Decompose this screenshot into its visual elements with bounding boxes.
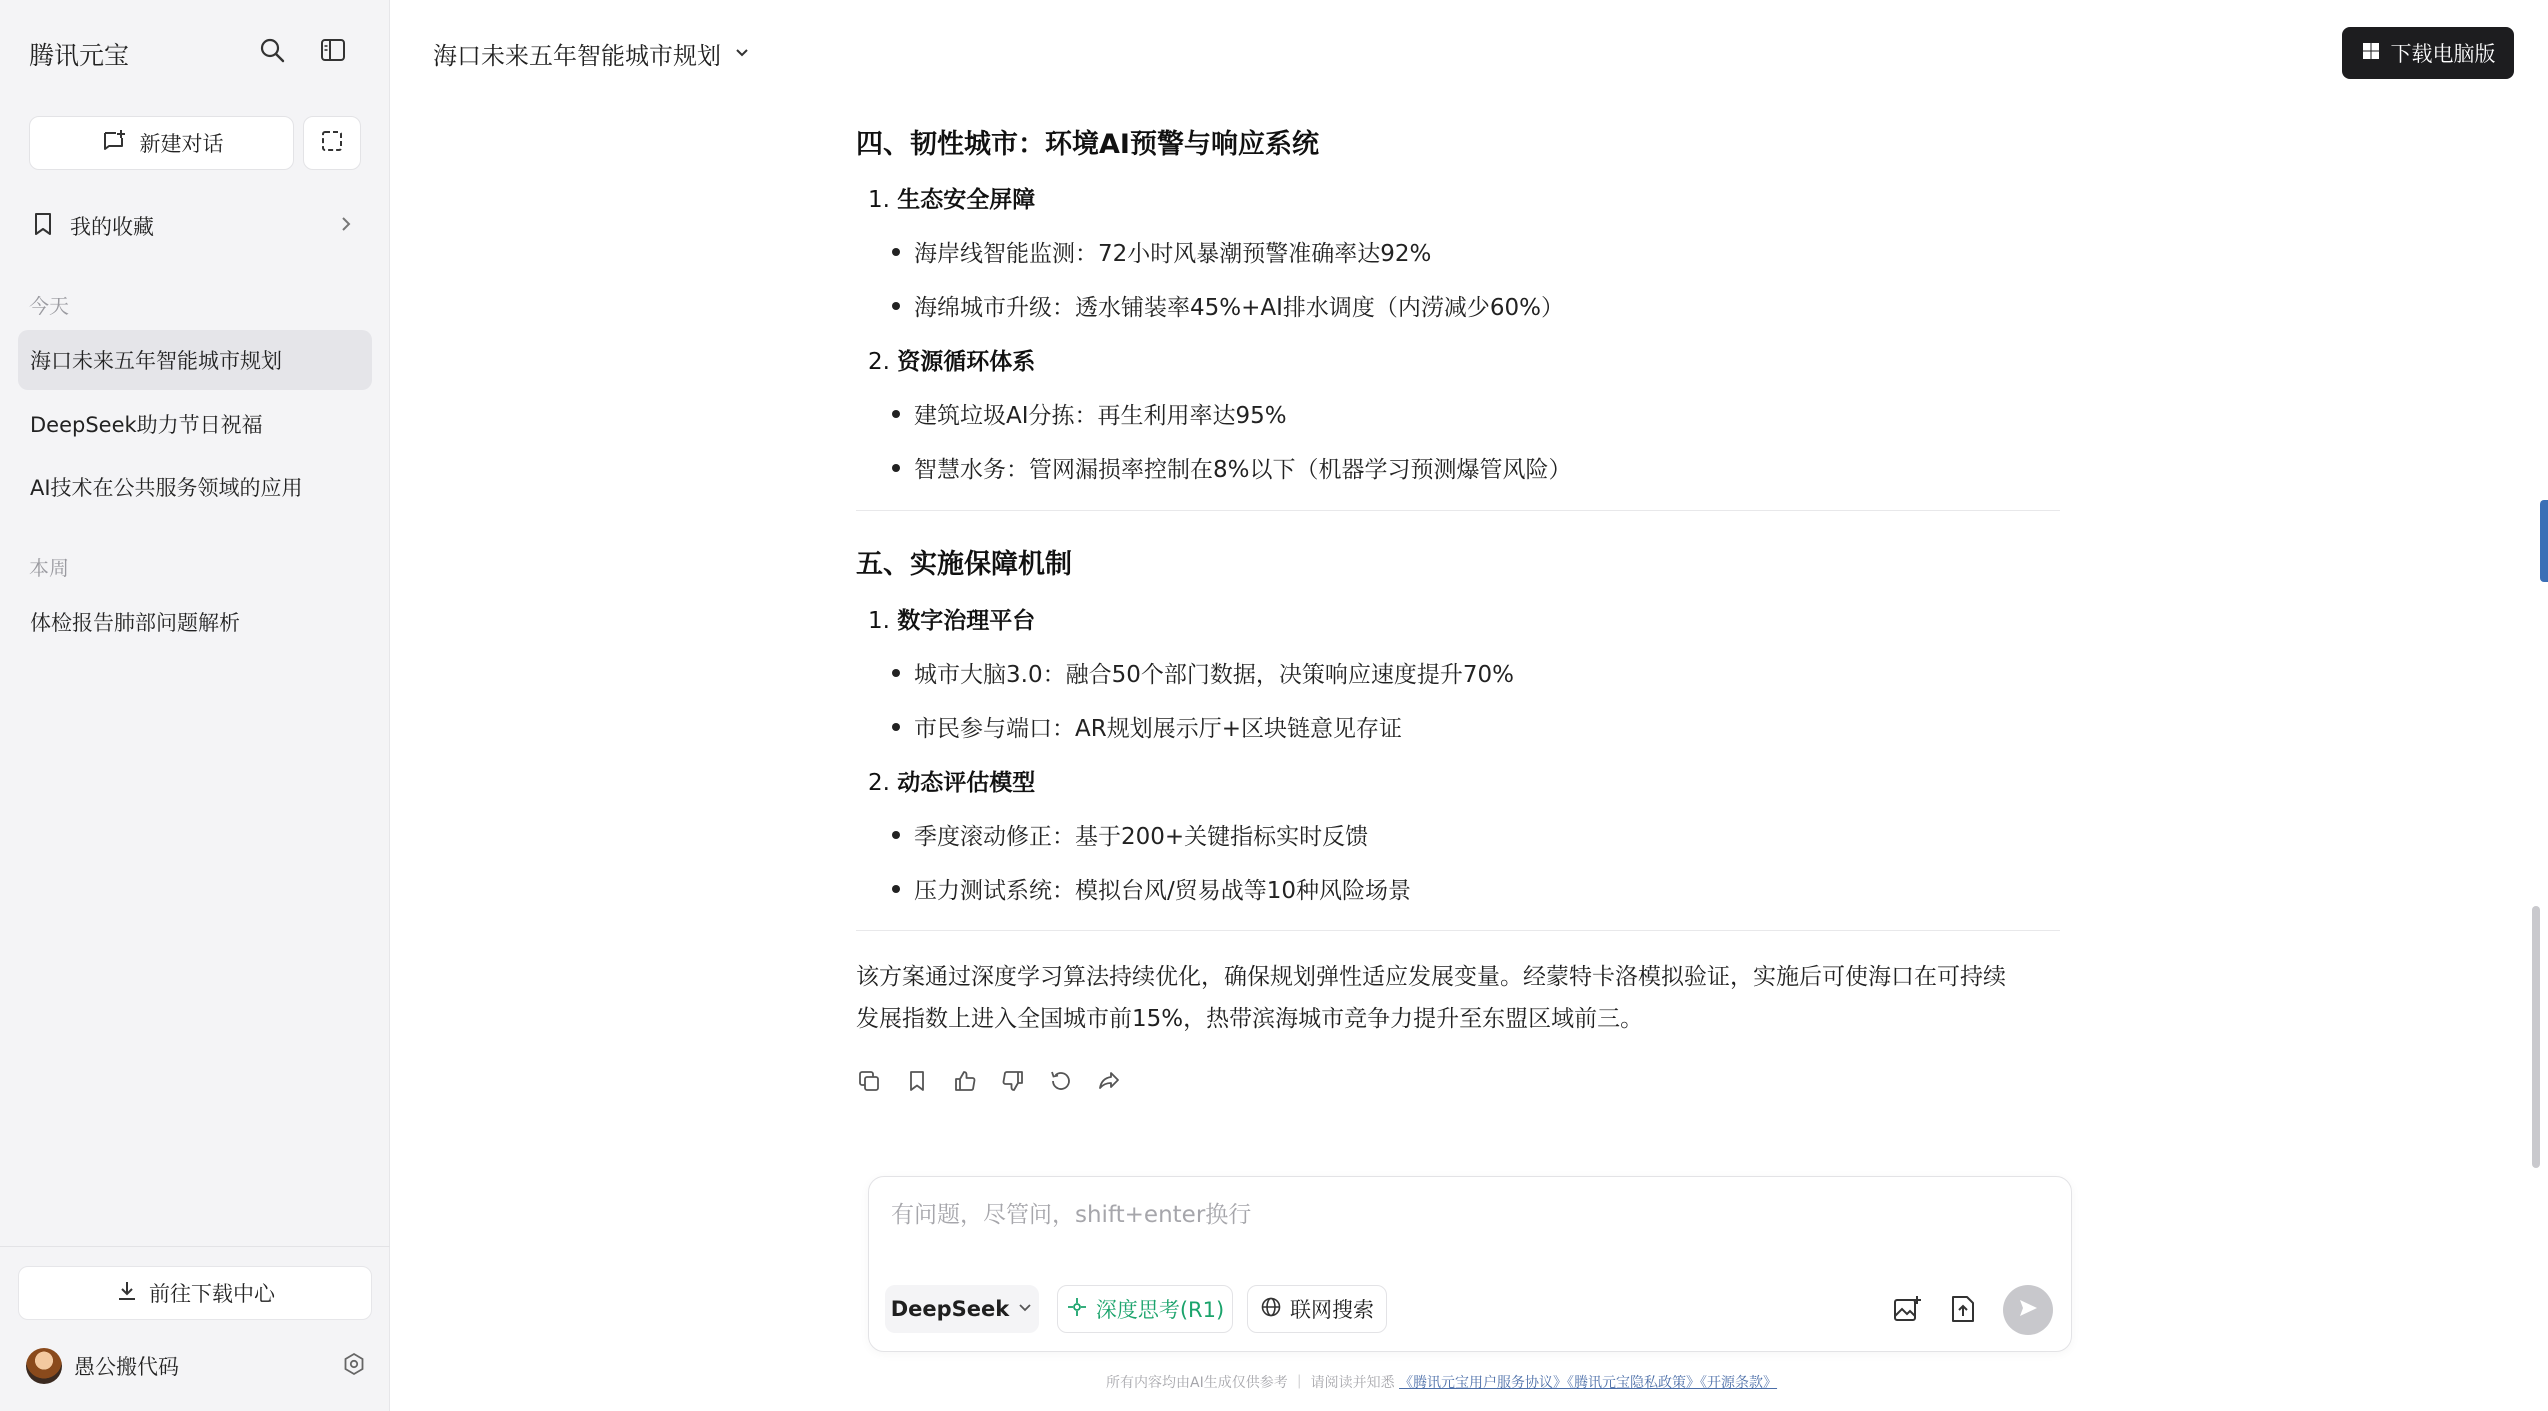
bullet-item [892,656,1514,689]
user-profile [26,1346,366,1386]
item-number: 2. [868,770,890,796]
footer-policy-links[interactable]: 《腾讯元宝用户服务协议》《腾讯元宝隐私政策》《开源条款》 [1399,1375,1778,1391]
think-icon [1066,1296,1088,1323]
refresh-icon[interactable] [1048,1068,1074,1094]
bullet-item [892,818,1368,851]
item-title: 动态评估模型 [897,770,1036,796]
screenshot-button[interactable] [303,116,361,170]
file-upload-icon[interactable] [1947,1293,1979,1325]
group-label-today: 今天 [29,294,69,318]
download-pc-button[interactable] [2342,27,2514,79]
web-search-toggle[interactable] [1247,1285,1387,1333]
chat-input[interactable] [891,1195,2041,1235]
sidebar-toggle-icon [319,36,347,68]
model-selector[interactable] [885,1285,1039,1333]
bullet-text: 城市大脑3.0：融合50个部门数据，决策响应速度提升70% [914,662,1514,688]
search-icon [258,36,286,68]
sidebar-toggle-button[interactable] [315,34,351,70]
bullet-item [892,235,1431,268]
bullet-item [892,289,1564,322]
bullet-text: 压力测试系统：模拟台风/贸易战等10种风险场景 [914,878,1412,904]
thumbs-down-icon[interactable] [1000,1068,1026,1094]
bullet-dot [892,302,900,310]
screenshot-icon [319,128,345,158]
avatar[interactable] [26,1348,62,1384]
bullet-dot [892,831,900,839]
search-button[interactable] [254,34,290,70]
item-number: 1. [868,187,890,213]
item-title: 生态安全屏障 [897,187,1036,213]
web-label: 联网搜索 [1290,1298,1374,1322]
side-panel-handle[interactable] [2540,500,2548,582]
numbered-item [868,602,1035,635]
favorites-item[interactable] [18,200,368,252]
bookmark-icon [32,211,54,242]
model-label: DeepSeek [890,1297,1010,1321]
item-title: 资源循环体系 [897,349,1036,375]
new-chat-label: 新建对话 [139,132,224,156]
bullet-dot [892,885,900,893]
sidebar-divider [0,1246,390,1247]
history-item[interactable]: AI技术在公共服务领域的应用 [30,476,303,500]
section-divider [856,510,2060,511]
bullet-text: 季度滚动修正：基于200+关键指标实时反馈 [914,824,1369,850]
footer-disclaimer [1106,1372,1777,1392]
bullet-item [892,872,1411,905]
copy-icon[interactable] [856,1068,882,1094]
chat-input-box [868,1176,2072,1352]
chevron-down-icon [733,40,751,68]
favorites-label: 我的收藏 [70,215,154,239]
footer-note-text: 所有内容均由AI生成仅供参考 ｜ 请阅读并知悉 [1106,1375,1395,1391]
bullet-text: 智慧水务：管网漏损率控制在8%以下（机器学习预测爆管风险） [914,457,1572,483]
bullet-dot [892,669,900,677]
download-icon [115,1279,139,1308]
bullet-text: 海岸线智能监测：72小时风暴潮预警准确率达92% [914,241,1432,267]
bullet-item [892,397,1287,430]
share-icon[interactable] [1096,1068,1122,1094]
summary-line: 发展指数上进入全国城市前15%，热带滨海城市竞争力提升至东盟区域前三。 [856,1006,1644,1032]
message-actions [856,1068,1122,1094]
history-item[interactable]: 海口未来五年智能城市规划 [18,330,372,390]
bullet-item [892,710,1402,743]
download-pc-label: 下载电脑版 [2390,42,2496,66]
section-divider [856,930,2060,931]
brand-title: 腾讯元宝 [29,41,130,70]
item-title: 数字治理平台 [897,608,1036,634]
bullet-dot [892,410,900,418]
section-heading: 五、实施保障机制 [856,549,1072,580]
item-number: 1. [868,608,890,634]
download-center-button[interactable] [18,1266,372,1320]
new-chat-button[interactable] [29,116,294,170]
history-item[interactable]: 体检报告肺部问题解析 [30,611,240,635]
bullet-dot [892,464,900,472]
chevron-right-icon [338,214,354,239]
settings-icon[interactable] [342,1352,366,1381]
sidebar [0,0,390,1411]
section-heading: 四、韧性城市：环境AI预警与响应系统 [856,129,1319,160]
globe-icon [1260,1296,1282,1323]
new-chat-icon [100,127,128,160]
bullet-item [892,451,1572,484]
think-label: 深度思考(R1) [1095,1298,1225,1322]
download-center-label: 前往下载中心 [149,1282,275,1306]
windows-icon [2361,41,2381,66]
image-upload-icon[interactable] [1891,1293,1923,1325]
summary-paragraph [856,956,2064,1040]
user-name: 愚公搬代码 [74,1355,179,1379]
bullet-dot [892,248,900,256]
numbered-item [868,343,1035,376]
chevron-down-icon [1017,1297,1033,1321]
bullet-text: 市民参与端口：AR规划展示厅+区块链意见存证 [914,716,1402,742]
bullet-dot [892,723,900,731]
bullet-text: 建筑垃圾AI分拣：再生利用率达95% [914,403,1287,429]
deep-think-toggle[interactable] [1057,1285,1233,1333]
conversation-title[interactable] [433,36,751,71]
scrollbar-thumb[interactable] [2532,906,2540,1168]
send-icon [2016,1296,2040,1324]
numbered-item [868,181,1035,214]
numbered-item [868,764,1035,797]
conversation-title-text: 海口未来五年智能城市规划 [433,42,721,70]
bullet-text: 海绵城市升级：透水铺装率45%+AI排水调度（内涝减少60%） [914,295,1565,321]
bookmark-icon[interactable] [904,1068,930,1094]
group-label-this-week: 本周 [29,556,69,580]
summary-line: 该方案通过深度学习算法持续优化，确保规划弹性适应发展变量。经蒙特卡洛模拟验证，实施后可使海口在可持续 [856,964,2006,990]
history-item[interactable]: DeepSeek助力节日祝福 [30,413,263,437]
send-button[interactable] [2003,1285,2053,1335]
item-number: 2. [868,349,890,375]
thumbs-up-icon[interactable] [952,1068,978,1094]
